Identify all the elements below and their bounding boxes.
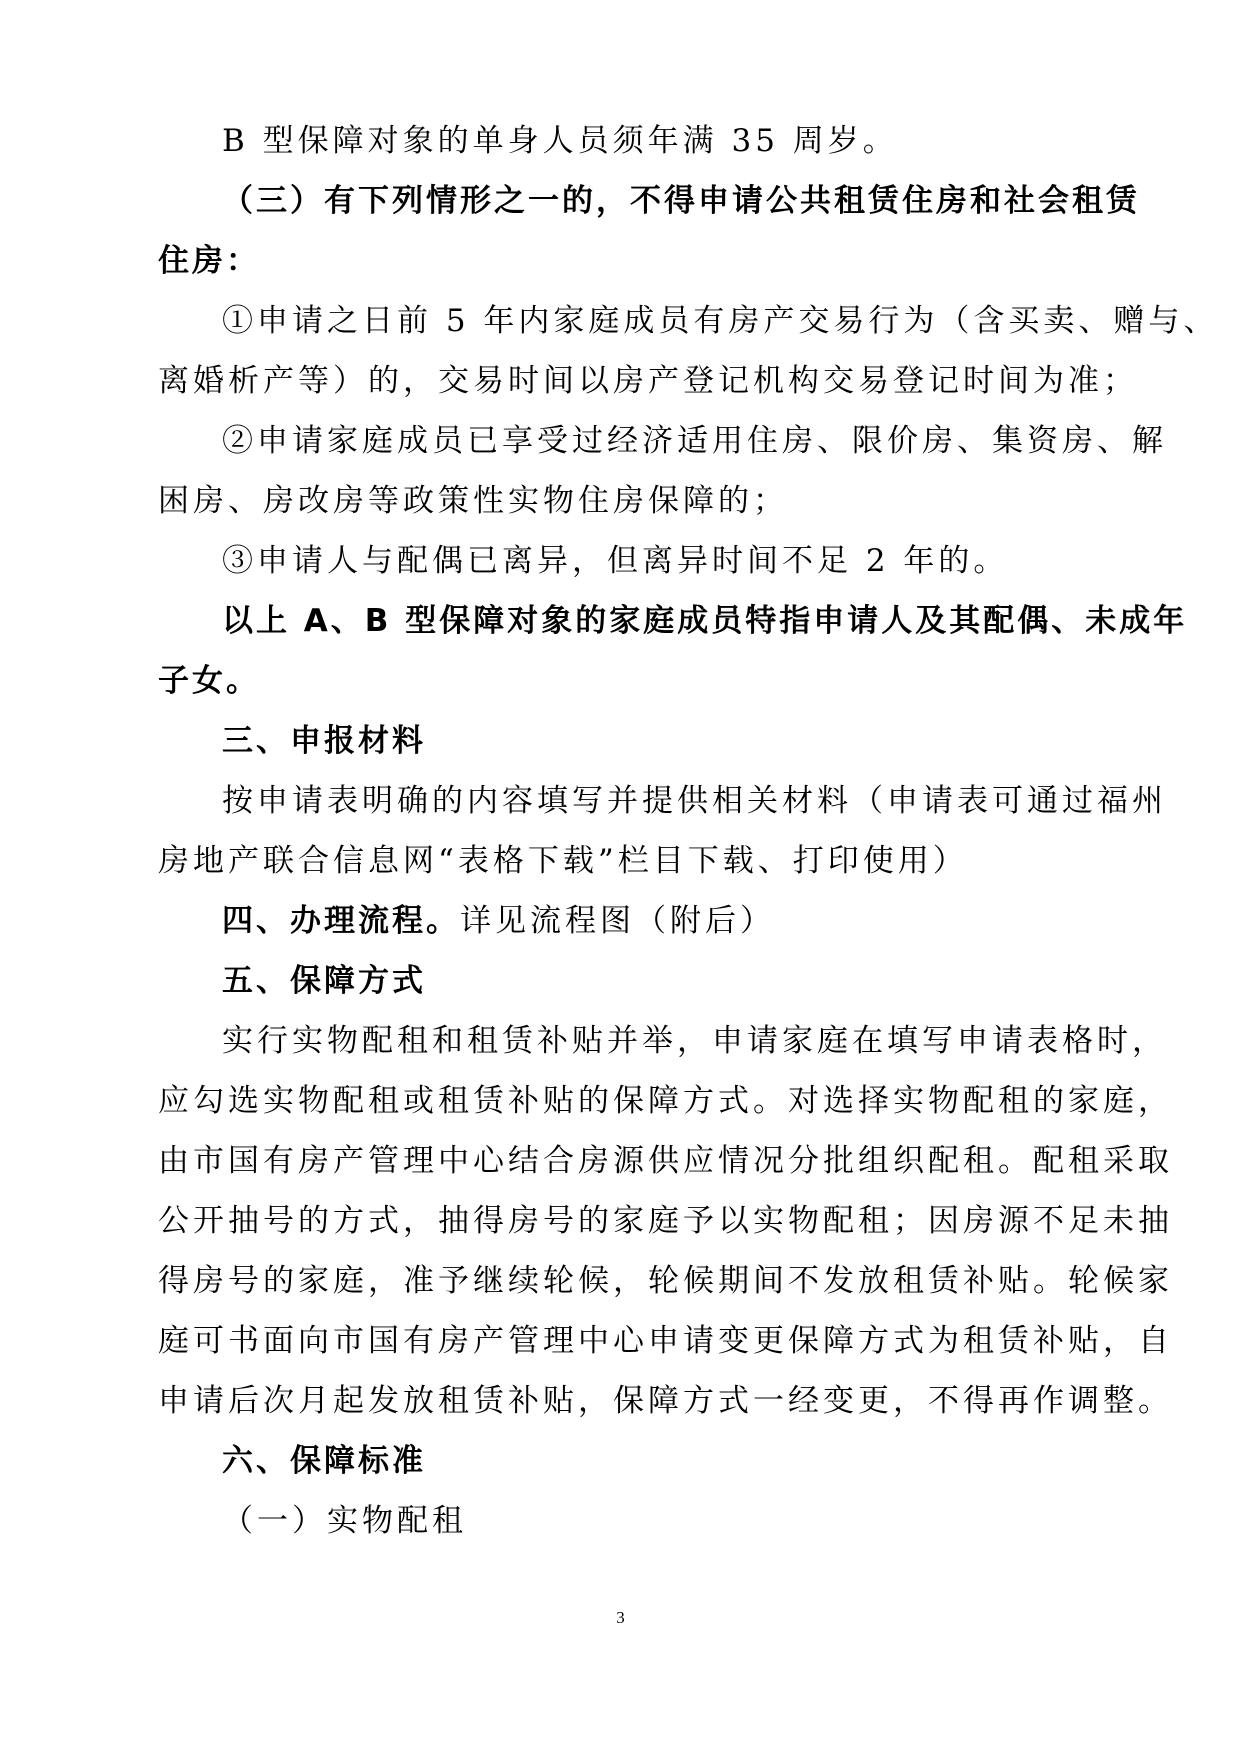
paragraph-line: 应勾选实物配租或租赁补贴的保障方式。对选择实物配租的家庭，: [158, 1083, 1173, 1119]
emphasis-line: 子女。: [158, 663, 260, 699]
page-number: 3: [616, 1608, 625, 1627]
subheading-line: （一）实物配租: [222, 1503, 467, 1539]
paragraph-line: 由市国有房产管理中心结合房源供应情况分批组织配租。配租采取: [158, 1143, 1173, 1179]
list-item-line: ②申请家庭成员已享受过经济适用住房、限价房、集资房、解: [222, 423, 1167, 459]
paragraph-line: 公开抽号的方式，抽得房号的家庭予以实物配租；因房源不足未抽: [158, 1203, 1173, 1239]
paragraph-line: 得房号的家庭，准予继续轮候，轮候期间不发放租赁补贴。轮候家: [158, 1263, 1173, 1299]
paragraph-line: B 型保障对象的单身人员须年满 35 周岁。: [222, 123, 898, 159]
list-item-line: 离婚析产等）的，交易时间以房产登记机构交易登记时间为准；: [158, 363, 1138, 399]
paragraph-line: 申请后次月起发放租赁补贴，保障方式一经变更，不得再作调整。: [158, 1383, 1173, 1419]
emphasis-line: 以上 A、B 型保障对象的家庭成员特指申请人及其配偶、未成年: [222, 603, 1188, 639]
paragraph-line: 房地产联合信息网“表格下载”栏目下载、打印使用）: [158, 843, 968, 879]
section-heading: 三、申报材料: [222, 723, 426, 759]
section-note: 详见流程图（附后）: [460, 903, 775, 939]
paragraph-line: 实行实物配租和租赁补贴并举，申请家庭在填写申请表格时，: [222, 1023, 1167, 1059]
subheading-line: 住房：: [158, 243, 260, 279]
section-heading: 六、保障标准: [222, 1443, 426, 1479]
section-heading-inline: [222, 901, 1118, 941]
list-item-line: 困房、房改房等政策性实物住房保障的；: [158, 483, 788, 519]
paragraph-line: 庭可书面向市国有房产管理中心申请变更保障方式为租赁补贴，自: [158, 1323, 1173, 1359]
section-heading: 四、办理流程。: [222, 903, 460, 939]
list-item-line: ③申请人与配偶已离异，但离异时间不足 2 年的。: [222, 543, 1009, 579]
paragraph-line: 按申请表明确的内容填写并提供相关材料（申请表可通过福州: [222, 783, 1167, 819]
list-item-line: ①申请之日前 5 年内家庭成员有房产交易行为（含买卖、赠与、: [222, 303, 1219, 339]
subheading-line: （三）有下列情形之一的，不得申请公共租赁住房和社会租赁: [222, 183, 1140, 219]
section-heading: 五、保障方式: [222, 963, 426, 999]
